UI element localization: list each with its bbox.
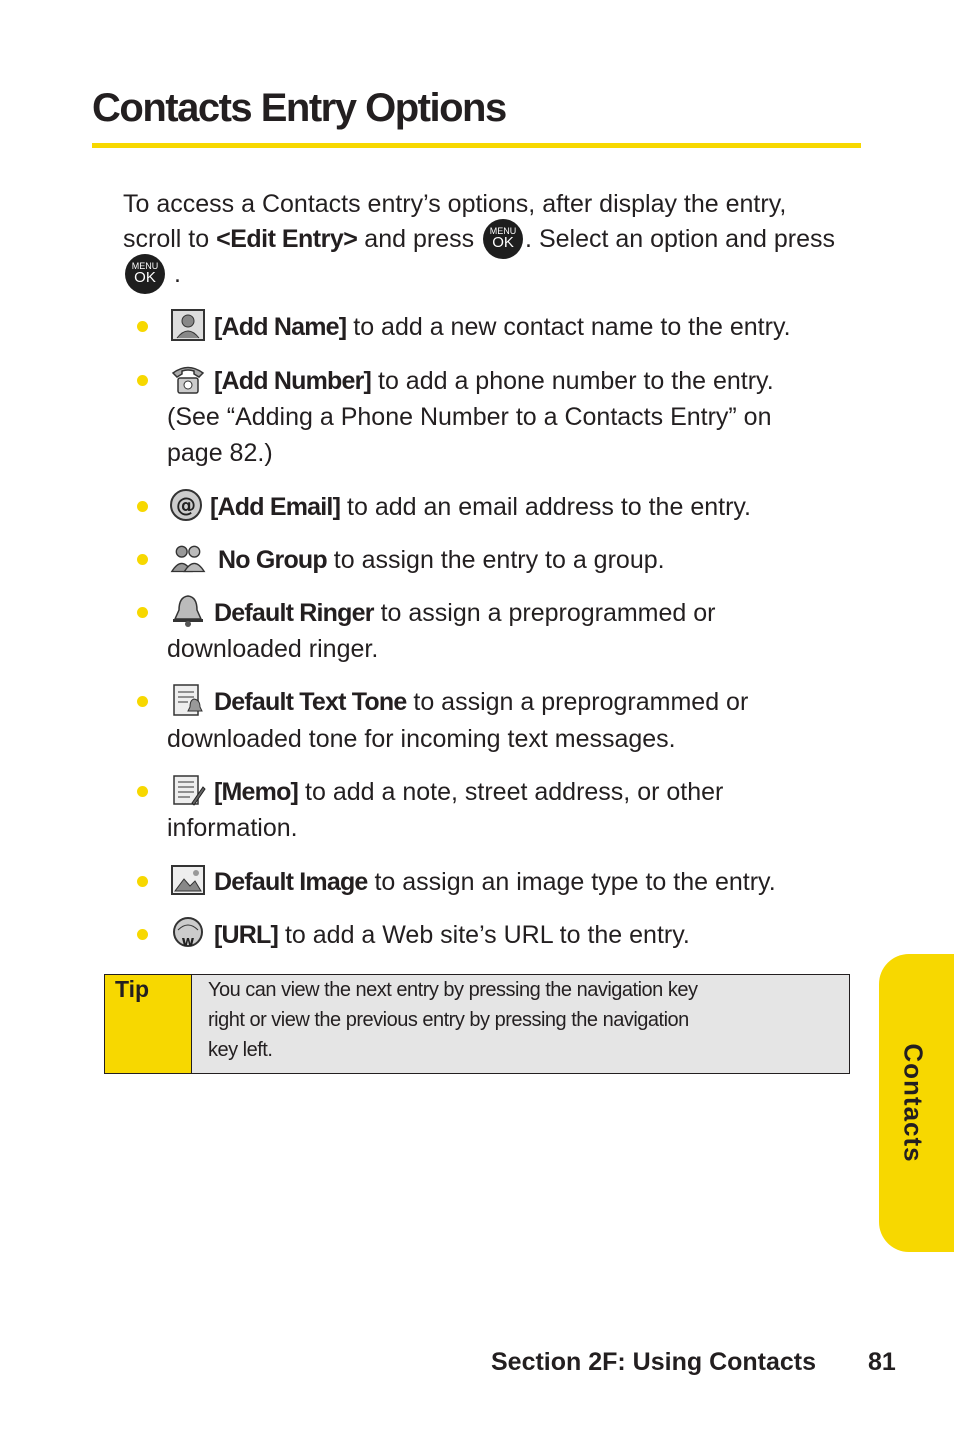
tip-line: right or view the previous entry by pressing the navigation [208,1009,689,1031]
menu-key-top: MENU [489,226,517,237]
section-tab-label: Contacts [898,1043,929,1163]
email-icon [168,488,204,522]
option-label: [URL] [214,921,279,949]
option-text: to add a Web site’s URL to the entry. [278,921,690,949]
option-text: to add a note, street address, or other [298,778,724,806]
option-label: [Memo] [214,778,299,806]
bullet-icon [137,501,148,512]
intro-text-4: . [173,260,181,288]
memo-icon [170,773,206,807]
menu-ok-key-icon [125,254,165,294]
option-text: to add an email address to the entry. [340,493,751,521]
option-label: Default Ringer [214,599,374,627]
option-text: to assign a preprogrammed or [406,688,749,716]
add-name-icon [170,308,206,342]
tip-label: Tip [115,976,150,1002]
option-continuation: (See “Adding a Phone Number to a Contacts Entry” on [167,403,772,431]
title-underline [92,143,861,148]
option-label: Default Image [214,868,368,896]
footer-section: Section 2F: Using Contacts [491,1348,817,1376]
intro-paragraph [123,187,843,292]
option-text: to assign the entry to a group. [326,546,665,574]
edit-entry-label: <Edit Entry> [216,225,358,253]
option-label: No Group [218,546,327,574]
option-text: to assign a preprogrammed or [373,599,716,627]
option-line [170,309,791,345]
bullet-icon [137,929,148,940]
intro-text-2: and press [357,225,482,253]
menu-ok-key-icon [483,219,523,259]
menu-key-top: MENU [131,261,159,272]
option-continuation: downloaded tone for incoming text messages. [167,725,676,753]
tip-label-cell [105,975,192,1073]
menu-key-bottom: OK [492,234,514,252]
option-continuation: information. [167,814,298,842]
intro-text-3: . Select an option and press [525,225,835,253]
url-icon [170,916,206,950]
option-line [170,363,774,399]
option-continuation: downloaded ringer. [167,635,379,663]
option-text: to add a new contact name to the entry. [346,313,791,341]
svg-text:@: @ [176,493,196,518]
option-line [170,774,723,810]
option-line [170,542,665,578]
phone-icon [170,362,206,396]
tip-box [104,974,850,1074]
svg-text:w: w [181,934,195,951]
option-label: [Add Number] [214,367,372,395]
bullet-icon [137,607,148,618]
text-tone-icon [170,683,206,717]
option-text: to assign an image type to the entry. [367,868,776,896]
option-line [170,595,716,631]
bullet-icon [137,786,148,797]
bullet-icon [137,375,148,386]
option-line [170,917,690,953]
page-number: 81 [868,1348,896,1376]
option-text: to add a phone number to the entry. [371,367,774,395]
bullet-icon [137,876,148,887]
bullet-icon [137,554,148,565]
tip-line: You can view the next entry by pressing the navigation key [208,979,698,1001]
menu-key-bottom: OK [134,269,156,287]
option-line [168,489,751,525]
page-title: Contacts Entry Options [92,86,506,130]
group-icon [170,541,210,575]
intro-text-1: To access a Contacts entry’s options, after display the entry, scroll to [123,190,787,253]
option-label: [Add Name] [214,313,347,341]
bullet-icon [137,696,148,707]
option-label: [Add Email] [210,493,341,521]
bullet-icon [137,321,148,332]
tip-line: key left. [208,1039,273,1061]
image-icon [170,863,206,897]
tip-text [208,975,818,1065]
option-line [170,864,776,900]
option-line [170,684,748,720]
option-label: Default Text Tone [214,688,407,716]
option-continuation: page 82.) [167,439,273,467]
bell-icon [170,594,206,628]
